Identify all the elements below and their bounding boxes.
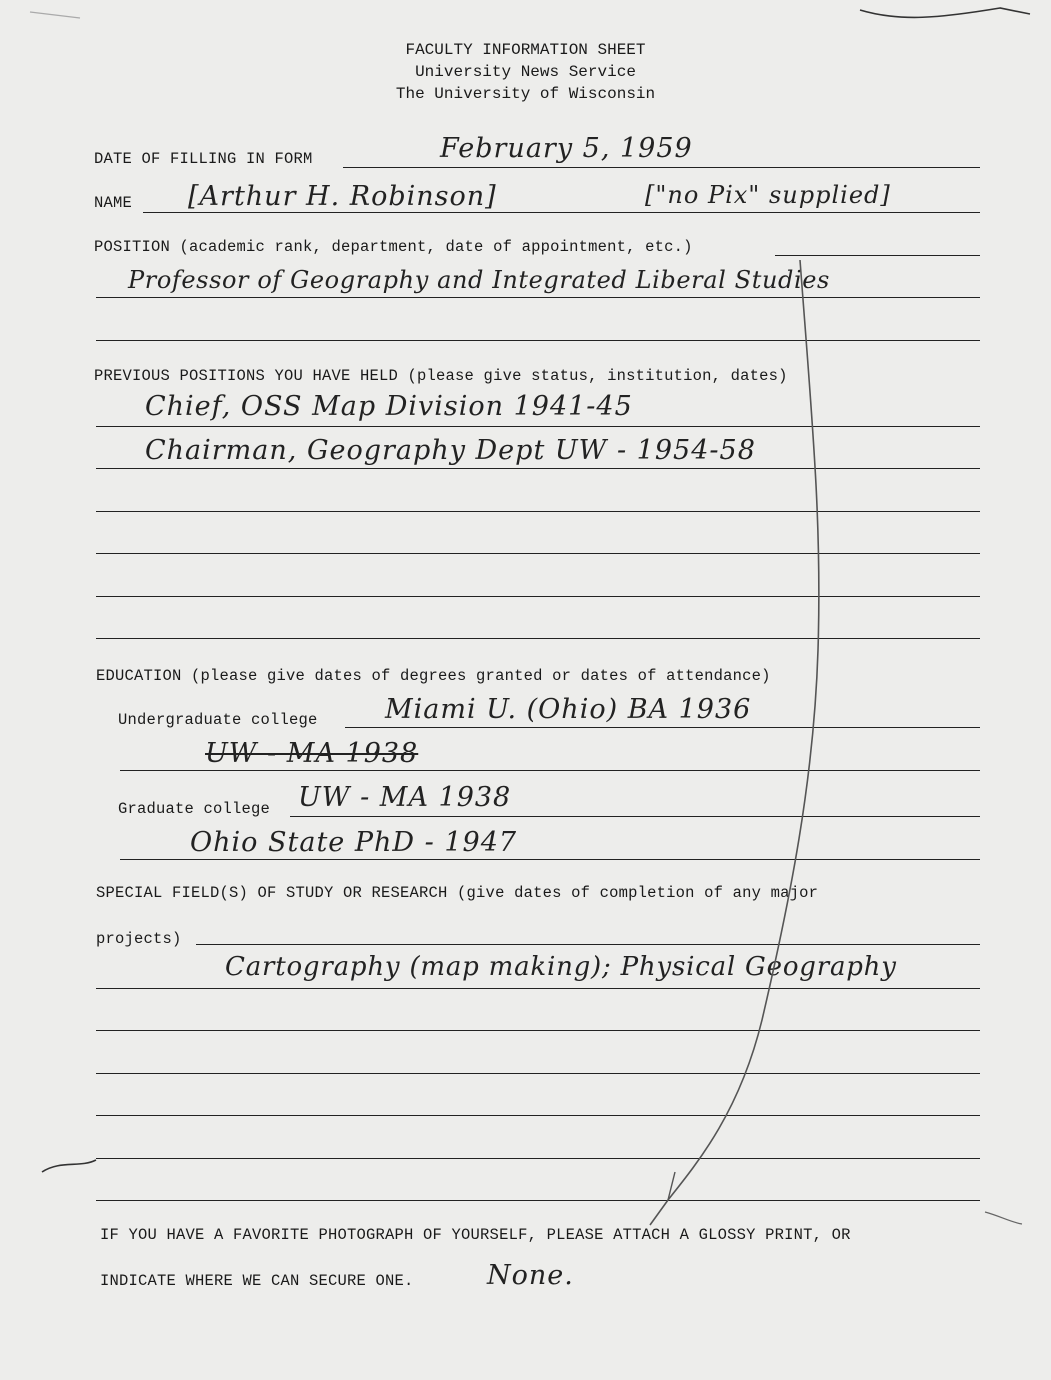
name-note: ["no Pix" supplied] [645,181,891,209]
undergrad-value[interactable]: Miami U. (Ohio) BA 1936 [385,694,752,725]
special-value[interactable]: Cartography (map making); Physical Geography [225,952,897,982]
special-label-projects: projects) [96,930,182,948]
previous-label: PREVIOUS POSITIONS YOU HAVE HELD (please give status, institution, dates) [94,367,788,385]
name-value[interactable]: [Arthur H. Robinson] [188,181,497,212]
position-label: POSITION (academic rank, department, date of appointment, etc.) [94,238,693,256]
special-label: SPECIAL FIELD(S) OF STUDY OR RESEARCH (give dates of completion of any major [96,884,819,902]
form-subtitle-university: The University of Wisconsin [395,85,656,103]
photo-label-1: IF YOU HAVE A FAVORITE PHOTOGRAPH OF YOURSELF, PLEASE ATTACH A GLOSSY PRINT, OR [100,1226,851,1244]
date-label: DATE OF FILLING IN FORM [94,150,313,168]
previous-position-2[interactable]: Chairman, Geography Dept UW - 1954-58 [145,435,756,466]
photo-label-2: INDICATE WHERE WE CAN SECURE ONE. [100,1272,414,1290]
undergrad-struck-value: UW - MA 1938 [205,738,419,769]
position-value[interactable]: Professor of Geography and Integrated Liberal Studies [128,266,830,294]
photo-value[interactable]: None. [487,1260,574,1291]
grad-label: Graduate college [118,800,271,818]
previous-position-1[interactable]: Chief, OSS Map Division 1941-45 [145,391,633,422]
form-subtitle-service: University News Service [415,63,636,81]
date-value[interactable]: February 5, 1959 [440,133,693,164]
education-label: EDUCATION (please give dates of degrees granted or dates of attendance) [96,667,771,685]
grad-value-1[interactable]: UW - MA 1938 [298,782,512,813]
undergrad-label: Undergraduate college [118,711,318,729]
form-title: FACULTY INFORMATION SHEET [405,41,646,59]
grad-value-2[interactable]: Ohio State PhD - 1947 [190,827,518,858]
name-label: NAME [94,194,133,212]
